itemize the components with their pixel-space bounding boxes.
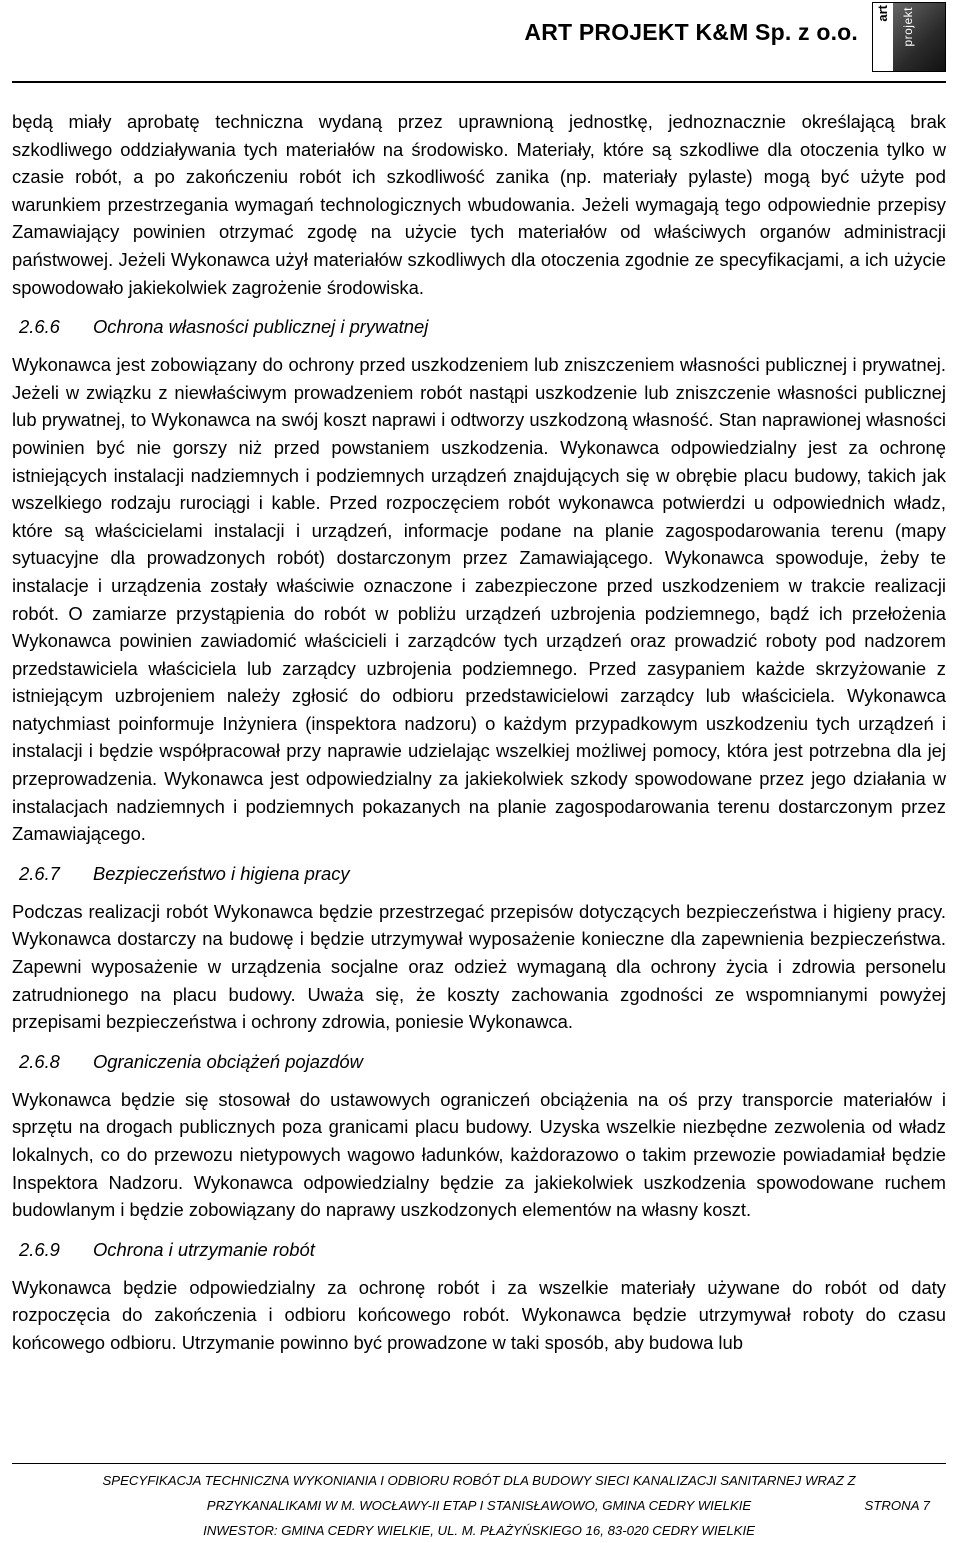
section-title: Ochrona i utrzymanie robót — [93, 1238, 315, 1260]
footer-location-line — [12, 1493, 946, 1518]
section-number: 2.6.8 — [19, 1050, 60, 1072]
footer-investor-line: INWESTOR: GMINA CEDRY WIELKIE, UL. M. PŁAŻYŃSKIEGO 16, 83-020 CEDRY WIELKIE — [203, 1523, 755, 1538]
company-logo — [872, 2, 946, 72]
section-heading — [12, 1236, 946, 1264]
paragraph: Wykonawca będzie się stosował do ustawowych ograniczeń obciążenia na oś przy transporcie materiałów i sprzętu na drogach publicznych poza granicami placu budowy. Uzyska wszelkie niezbędne zezwolenia od władz lokalnych, co do przewozu nietypowych wagowo ładunków, każdorazowo o takim przewozie powiadamiał będzie Inspektora Nadzoru. Wykonawca odpowiedzialny będzie za jakiekolwiek uszkodzenia spowodowane ruchem budowlanym i będzie zobowiązany do naprawy uszkodzonych elementów na własny koszt. — [12, 1088, 946, 1221]
paragraph: Podczas realizacji robót Wykonawca będzie przestrzegać przepisów dotyczących bezpieczeństwa i higieny pracy. Wykonawca dostarczy na budowę i będzie utrzymywał wyposażenie konieczne dla zapewnienia bezpieczeństwa. Zapewni wyposażenie w urządzenia socjalne oraz odzież wymaganą dla ochrony życia i zdrowia personelu zatrudnionego na placu budowy. Uważa się, że koszty zachowania zgodności ze wspomnianymi powyżej przepisami bezpieczeństwa i ochrony zdrowia, poniesie Wykonawca. — [12, 900, 946, 1033]
paragraph: będą miały aprobatę techniczna wydaną przez uprawnioną jednostkę, jednoznacznie określającą brak szkodliwego oddziaływania tych materiałów na środowisko. Materiały, które są szkodliwe dla otoczenia tylko w czasie robót, a po zakończeniu robót ich szkodliwość zanika (np. materiały pylaste) mogą być użyte pod warunkiem przestrzegania wymagań technologicznych wbudowania. Jeżeli wymagają tego odpowiednie przepisy Zamawiający powinien otrzymać zgodę na użycie tych materiałów od właściwych organów administracji państwowej. Jeżeli Wykonawca użył materiałów szkodliwych dla otoczenia zgodnie ze specyfikacjami, a ich użycie spowodowało jakiekolwiek zagrożenie środowiska. — [12, 111, 946, 298]
section-number: 2.6.6 — [19, 316, 60, 338]
page-footer — [12, 1468, 946, 1543]
paragraph: Wykonawca jest zobowiązany do ochrony przed uszkodzeniem lub zniszczeniem własności publicznej i prywatnej. Jeżeli w związku z niewłaściwym prowadzeniem robót nastąpi uszkodzenie lub zniszczenie własności publicznej lub prywatnej, to Wykonawca na swój koszt naprawi i odtworzy uszkodzoną własność. Stan naprawionej własności powinien być nie gorszy niż przed powstaniem uszkodzenia. Wykonawca odpowiedzialny jest za ochronę istniejących instalacji nadziemnych i podziemnych urządzeń znajdujących się w obrębie placu budowy, takich jak wszelkiego rodzaju rurociągi i kable. Przed rozpoczęciem robót wykonawca potwierdzi u odpowiednich władz, które są właścicielami instalacji i urządzeń, informacje podane na planie zagospodarowania terenu (mapy sytuacyjne dla prowadzonych robót) dostarczonym przez Zamawiającego. Wykonawca spowoduje, żeby te instalacje i urządzenia zostały właściwie oznaczone i zabezpieczone przed uszkodzeniem w trakcie realizacji robót. O zamiarze przystąpienia do robót w pobliżu urządzeń uzbrojenia podziemnego, bądź ich przełożenia Wykonawca powinien zawiadomić właścicieli i zarządców tych urządzeń oraz prowadzić roboty pod nadzorem przedstawiciela właściciela lub zarządcy uzbrojenia podziemnego. Przed zasypaniem każde skrzyżowanie z istniejącym uzbrojeniem należy zgłosić do odbioru przedstawicielowi zarządcy lub właściciela. Wykonawca natychmiast poinformuje Inżyniera (inspektora nadzoru) o każdym przypadkowym uszkodzeniu tych urządzeń i instalacji i będzie współpracował przy naprawie udzielając wszelkiej możliwej pomocy, która jest potrzebna dla jej przeprowadzenia. Wykonawca jest odpowiedzialny za jakiekolwiek szkody spowodowane przez jego działania w instalacjach nadziemnych i podziemnych pokazanych na planie zagospodarowania terenu dostarczonym przez Zamawiającego. — [12, 354, 946, 845]
footer-title-line: SPECYFIKACJA TECHNICZNA WYKONIANIA I ODBIORU ROBÓT DLA BUDOWY SIECI KANALIZACJI SANITARNEJ WRAZ Z — [102, 1473, 856, 1488]
header-divider — [12, 81, 946, 83]
section-heading — [12, 860, 946, 888]
logo-text-art: art — [875, 5, 890, 22]
section-title: Ograniczenia obciążeń pojazdów — [93, 1050, 363, 1072]
company-name: ART PROJEKT K&M Sp. z o.o. — [524, 19, 858, 45]
section-title: Ochrona własności publicznej i prywatnej — [93, 316, 429, 338]
section-number: 2.6.7 — [19, 862, 60, 884]
logo-text-projekt: projekt — [901, 7, 915, 47]
section-title: Bezpieczeństwo i higiena pracy — [93, 862, 350, 884]
paragraph: Wykonawca będzie odpowiedzialny za ochronę robót i za wszelkie materiały używane do robót od daty rozpoczęcia do zakończenia i odbioru końcowego robót. Wykonawca będzie utrzymywał roboty do czasu końcowego odbioru. Utrzymanie powinno być prowadzone w taki sposób, aby budowa lub — [12, 1276, 946, 1353]
document-body — [12, 108, 946, 1357]
footer-divider — [12, 1463, 946, 1464]
page-number: STRONA 7 — [864, 1498, 930, 1513]
footer-location-text: PRZYKANALIKAMI W M. WOCŁAWY-II ETAP I STANISŁAWOWO, GMINA CEDRY WIELKIE — [206, 1498, 752, 1513]
page-header — [12, 0, 946, 80]
section-heading — [12, 313, 946, 341]
section-number: 2.6.9 — [19, 1238, 60, 1260]
section-heading — [12, 1048, 946, 1076]
